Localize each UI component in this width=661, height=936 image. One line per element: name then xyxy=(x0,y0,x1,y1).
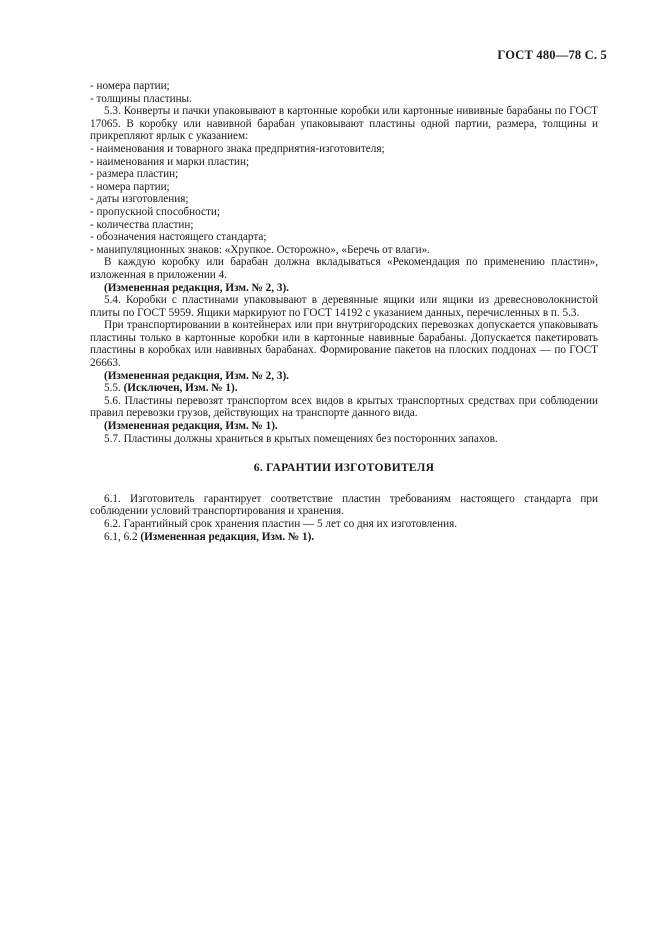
list-item: - количества пластин; xyxy=(90,218,194,231)
edition-note: (Измененная редакция, Изм. № 1). xyxy=(104,420,278,433)
list-item: - наименования и марки пластин; xyxy=(90,155,250,168)
section-title: 6. ГАРАНТИИ ИЗГОТОВИТЕЛЯ xyxy=(253,462,435,475)
list-item: - пропускной способности; xyxy=(90,205,220,218)
document-body xyxy=(90,80,598,543)
paragraph-6-1: 6.1. Изготовитель гарантирует соответствие пластин требованиям настоящего стандарта при соблюдении условий транспортирования и хранения. xyxy=(90,492,598,518)
paragraph-transport: При транспортировании в контейнерах или при внутригородских перевозках допускается упаковывать пластины только в картонные коробки или в картонные навивные барабаны. Допускается пакетировать пластины в коробках или навивных барабанах. Формирование пакетов на плоских поддонах — по ГОСТ 26663. xyxy=(90,319,598,370)
paragraph-5-7: 5.7. Пластины должны храниться в крытых помещениях без посторонних запахов. xyxy=(104,432,498,445)
paragraph-6-edition xyxy=(90,531,598,544)
paragraph-5-4: 5.4. Коробки с пластинами упаковывают в деревянные ящики или ящики из древесноволокнистой плиты по ГОСТ 5959. Ящики маркируют по ГОСТ 14192 с указанием данных, перечисленных в п. 5.3. xyxy=(90,294,598,319)
paragraph-5-3: 5.3. Конверты и пачки упаковывают в картонные коробки или картонные нививные барабаны по ГОСТ 17065. В коробку или навивной барабан упаковывают пластины одной партии, размера, толщины и прикрепляют ярлык с указанием: xyxy=(90,105,598,143)
list-item: - номера партии; xyxy=(90,180,170,193)
paragraph-6-2: 6.2. Гарантийный срок хранения пластин — 5 лет со дня их изготовления. xyxy=(104,518,458,530)
edition-note: (Измененная редакция, Изм. № 2, 3). xyxy=(104,281,289,294)
list-item: - толщины пластины. xyxy=(90,92,192,105)
paragraph-number: 6.1, 6.2 xyxy=(104,530,138,543)
paragraph-box-insert: В каждую коробку или барабан должна вкладываться «Рекомендация по применению пластин», изложенная в приложении 4. xyxy=(90,256,598,281)
list-item: - обозначения настоящего стандарта; xyxy=(90,231,267,244)
paragraph-5-5 xyxy=(90,382,598,395)
list-item: - наименования и товарного знака предприятия-изготовителя; xyxy=(90,142,385,155)
list-item: - размера пластин; xyxy=(90,168,179,181)
edition-note: (Измененная редакция, Изм. № 2, 3). xyxy=(104,369,289,382)
list-item: - манипуляционных знаков: «Хрупкое. Осторожно», «Беречь от влаги». xyxy=(90,243,430,256)
list-item: - номера партии; xyxy=(90,80,170,92)
paragraph-number: 5.5. xyxy=(104,382,121,395)
excluded-note: (Исключен, Изм. № 1). xyxy=(123,382,238,395)
edition-note: (Измененная редакция, Изм. № 1). xyxy=(140,530,315,543)
list-item: - даты изготовления; xyxy=(90,193,189,206)
page-header: ГОСТ 480—78 С. 5 xyxy=(497,48,607,62)
paragraph-5-6: 5.6. Пластины перевозят транспортом всех видов в крытых транспортных средствах при соблюдении правил перевозки грузов, действующих на транспорте данного вида. xyxy=(90,394,598,420)
